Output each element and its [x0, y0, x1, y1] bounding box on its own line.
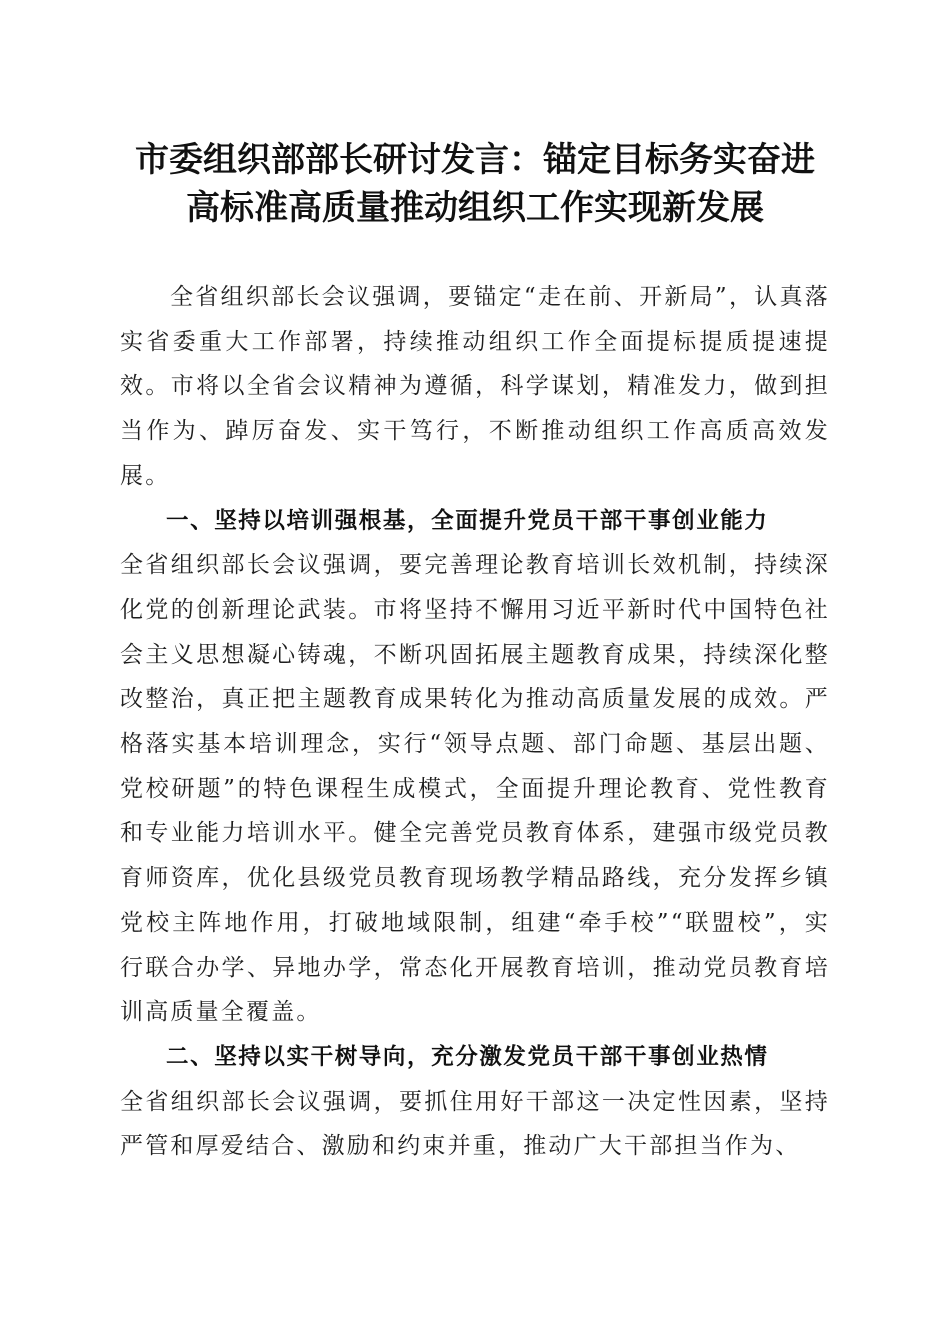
title-line-1: 市委组织部部长研讨发言：锚定目标务实奋进 — [135, 140, 815, 180]
section-2-text: 全省组织部长会议强调，要抓住用好干部这一决定性因素，坚持严管和厚爱结合、激励和约束并重，推动广大干部担当作为、 — [120, 1088, 830, 1160]
section-1-heading: 一、坚持以培训强根基，全面提升党员干部干事创业能力 — [166, 507, 769, 534]
section-2-heading: 二、坚持以实干树导向，充分激发党员干部干事创业热情 — [166, 1043, 769, 1070]
intro-paragraph: 全省组织部长会议强调，要锚定“走在前、开新局”，认真落实省委重大工作部署，持续推动组织工作全面提标提质提速提效。市将以全省会议精神为遵循，科学谋划，精准发力，做到担当作为、踔厉奋发、实干笃行，不断推动组织工作高质高效发展。 — [120, 284, 830, 489]
section-1-text: 全省组织部长会议强调，要完善理论教育培训长效机制，持续深化党的创新理论武装。市将坚持不懈用习近平新时代中国特色社会主义思想凝心铸魂，不断巩固拓展主题教育成果，持续深化整改整治，真正把主题教育成果转化为推动高质量发展的成效。严格落实基本培训理念，实行“领导点题、部门命题、基层出题、党校研题”的特色课程生成模式，全面提升理论教育、党性教育和专业能力培训水平。健全完善党员教育体系，建强市级党员教育师资库，优化县级党员教育现场教学精品路线，充分发挥乡镇党校主阵地作用，打破地域限制，组建“牵手校”“联盟校”，实行联合办学、异地办学，常态化开展教育培训，推动党员教育培训高质量全覆盖。 — [120, 552, 830, 1026]
document-title — [100, 136, 850, 232]
section-2 — [120, 1035, 830, 1169]
title-line-2: 高标准高质量推动组织工作实现新发展 — [186, 188, 764, 228]
section-1 — [120, 499, 830, 1035]
document-body — [120, 275, 830, 1169]
